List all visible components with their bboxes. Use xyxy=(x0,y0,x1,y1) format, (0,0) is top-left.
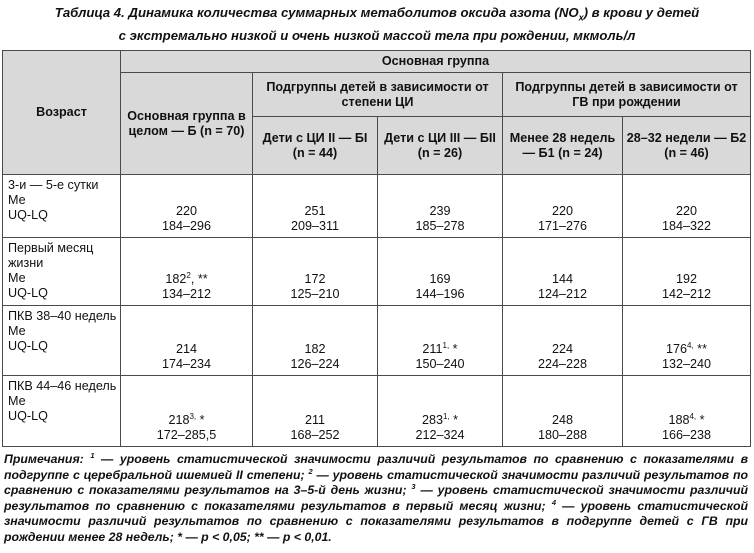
value-cell xyxy=(253,376,378,447)
significance-mark: * xyxy=(449,342,458,356)
median-value: 144 xyxy=(551,272,573,286)
note-3-text: — уровень статистической значимости различий результатов по сравнению с показателями результатов в первый месяц жизни; xyxy=(4,483,748,513)
value-cell xyxy=(623,376,751,447)
significance-superscript: 2 xyxy=(186,270,191,280)
notes-lead: Примечания: xyxy=(4,452,84,466)
row-label xyxy=(3,376,121,447)
median-value: 220 xyxy=(551,204,573,218)
median-value: 248 xyxy=(551,413,573,427)
significance-superscript: 4, xyxy=(687,340,694,350)
row-me-label: Ме xyxy=(8,271,26,285)
median-value: 182 xyxy=(165,272,187,286)
range-value: 142–212 xyxy=(661,287,712,301)
median-line xyxy=(626,413,747,428)
row-label xyxy=(3,238,121,306)
table-row xyxy=(3,306,751,376)
median-line xyxy=(381,413,499,428)
table-row xyxy=(3,376,751,447)
value-cell xyxy=(121,175,253,238)
row-me-label: Ме xyxy=(8,193,26,207)
median-value: 211 xyxy=(422,342,443,356)
range-value: 150–240 xyxy=(415,357,465,371)
value-cell xyxy=(378,238,503,306)
header-ci3: Дети с ЦИ III — БII (n = 26) xyxy=(378,117,503,175)
range-value: 168–252 xyxy=(290,428,340,442)
value-cell xyxy=(378,376,503,447)
header-less-28: Менее 28 недель — Б1 (n = 24) xyxy=(503,117,623,175)
value-cell xyxy=(503,238,623,306)
range-value: 212–324 xyxy=(415,428,465,442)
range-value: 134–212 xyxy=(161,287,212,301)
header-age: Возраст xyxy=(3,51,121,175)
median-line xyxy=(256,342,374,357)
note-4-text: — уровень статистической значимости различий результатов по сравнению с показателями результатов в подгруппе детей с ГВ при рождении менее 28 недель; * — р < 0,05; ** — р < 0,01. xyxy=(4,498,748,544)
value-cell xyxy=(623,175,751,238)
median-line xyxy=(124,413,249,428)
median-line xyxy=(506,342,619,357)
row-uq-label: UQ-LQ xyxy=(8,286,48,300)
median-value: 192 xyxy=(675,272,697,286)
row-title: ПКВ 38–40 недель xyxy=(8,309,117,323)
value-cell xyxy=(503,175,623,238)
row-me-label: Ме xyxy=(8,324,26,338)
row-uq-label: UQ-LQ xyxy=(8,339,48,353)
range-value: 144–196 xyxy=(415,287,465,301)
median-line xyxy=(256,204,374,219)
value-cell xyxy=(623,238,751,306)
row-title: ПКВ 44–46 недель xyxy=(8,379,117,393)
median-line xyxy=(506,272,619,287)
header-main-group: Основная группа xyxy=(121,51,751,73)
metabolites-table xyxy=(2,50,751,447)
table-notes xyxy=(4,452,748,546)
row-label xyxy=(3,175,121,238)
median-line xyxy=(256,272,374,287)
median-value: 251 xyxy=(304,204,326,218)
median-value: 182 xyxy=(304,342,326,356)
range-value: 180–288 xyxy=(537,428,588,442)
row-label xyxy=(3,306,121,376)
median-value: 239 xyxy=(429,204,451,218)
median-value: 224 xyxy=(551,342,573,356)
significance-superscript: 1, xyxy=(442,340,450,350)
median-line xyxy=(626,272,747,287)
table-row xyxy=(3,175,751,238)
range-value: 171–276 xyxy=(537,219,588,233)
significance-mark: , ** xyxy=(190,272,208,286)
median-value: 211 xyxy=(304,413,326,427)
median-line xyxy=(626,342,747,357)
median-value: 220 xyxy=(675,204,697,218)
value-cell xyxy=(503,306,623,376)
range-value: 132–240 xyxy=(661,357,712,371)
range-value: 125–210 xyxy=(290,287,340,301)
header-ci2: Дети с ЦИ II — БI (n = 44) xyxy=(253,117,378,175)
note-1-marker: 1 xyxy=(90,450,95,460)
row-title: 3-и — 5-е сутки xyxy=(8,178,99,192)
value-cell xyxy=(623,306,751,376)
median-value: 214 xyxy=(175,342,197,356)
median-value: 218 xyxy=(168,413,190,427)
median-line xyxy=(506,413,619,428)
header-subgroups-ci: Подгруппы детей в зависимости от степени ЦИ xyxy=(253,73,503,117)
range-value: 124–212 xyxy=(537,287,588,301)
value-cell xyxy=(121,306,253,376)
caption-line-2: с экстремально низкой и очень низкой массой тела при рождении, мкмоль/л xyxy=(118,27,636,43)
range-value: 224–228 xyxy=(537,357,588,371)
row-uq-label: UQ-LQ xyxy=(8,409,48,423)
row-me-label: Ме xyxy=(8,394,26,408)
note-1-text: — уровень статистической значимости различий результатов по сравнению с показателями в подгруппе с церебральной ишемией II степени; xyxy=(4,452,748,482)
note-3-marker: 3 xyxy=(411,482,416,492)
value-cell xyxy=(503,376,623,447)
median-value: 169 xyxy=(429,272,451,286)
median-line xyxy=(256,413,374,428)
value-cell xyxy=(378,175,503,238)
range-value: 184–322 xyxy=(661,219,712,233)
note-2-text: — уровень статистической значимости различий результатов по сравнению с показателями результатов на 3–5-й день жизни; xyxy=(4,467,748,498)
range-value: 166–238 xyxy=(661,428,712,442)
median-value: 188 xyxy=(668,413,690,427)
value-cell xyxy=(121,238,253,306)
value-cell xyxy=(253,175,378,238)
median-line xyxy=(381,204,499,219)
median-line xyxy=(506,204,619,219)
value-cell xyxy=(378,306,503,376)
range-value: 172–285,5 xyxy=(156,428,217,442)
value-cell xyxy=(121,376,253,447)
median-line xyxy=(626,204,747,219)
row-uq-label: UQ-LQ xyxy=(8,208,48,222)
median-value: 176 xyxy=(666,342,688,356)
header-28-32: 28–32 недели — Б2 (n = 46) xyxy=(623,117,751,175)
table-row xyxy=(3,238,751,306)
median-value: 172 xyxy=(304,272,326,286)
note-2-marker: 2 xyxy=(308,466,313,476)
median-line xyxy=(124,272,249,287)
range-value: 184–296 xyxy=(161,219,212,233)
header-subgroups-gv: Подгруппы детей в зависимости от ГВ при рождении xyxy=(503,73,751,117)
significance-superscript: 1, xyxy=(442,411,450,421)
caption-line-1: Таблица 4. Динамика количества суммарных метаболитов оксида азота $(NO_x)$ в крови у детей xyxy=(54,5,700,23)
value-cell xyxy=(253,238,378,306)
median-value: 283 xyxy=(421,413,443,427)
range-value: 126–224 xyxy=(290,357,340,371)
significance-superscript: 4, xyxy=(689,411,697,421)
median-line xyxy=(381,272,499,287)
range-value: 185–278 xyxy=(415,219,465,233)
significance-mark: * xyxy=(696,413,705,427)
significance-mark: * xyxy=(449,413,459,427)
note-4-marker: 4 xyxy=(551,497,556,507)
row-title: Первый месяц жизни xyxy=(8,241,94,270)
table-caption xyxy=(0,4,754,45)
median-line xyxy=(381,342,499,357)
median-line xyxy=(124,204,249,219)
significance-superscript: 3, xyxy=(189,411,197,421)
range-value: 174–234 xyxy=(161,357,212,371)
median-value: 220 xyxy=(175,204,197,218)
header-overall: Основная группа в целом — Б (n = 70) xyxy=(121,73,253,175)
significance-mark: * xyxy=(196,413,205,427)
significance-mark: ** xyxy=(693,342,707,356)
value-cell xyxy=(253,306,378,376)
range-value: 209–311 xyxy=(290,219,340,233)
median-line xyxy=(124,342,249,357)
